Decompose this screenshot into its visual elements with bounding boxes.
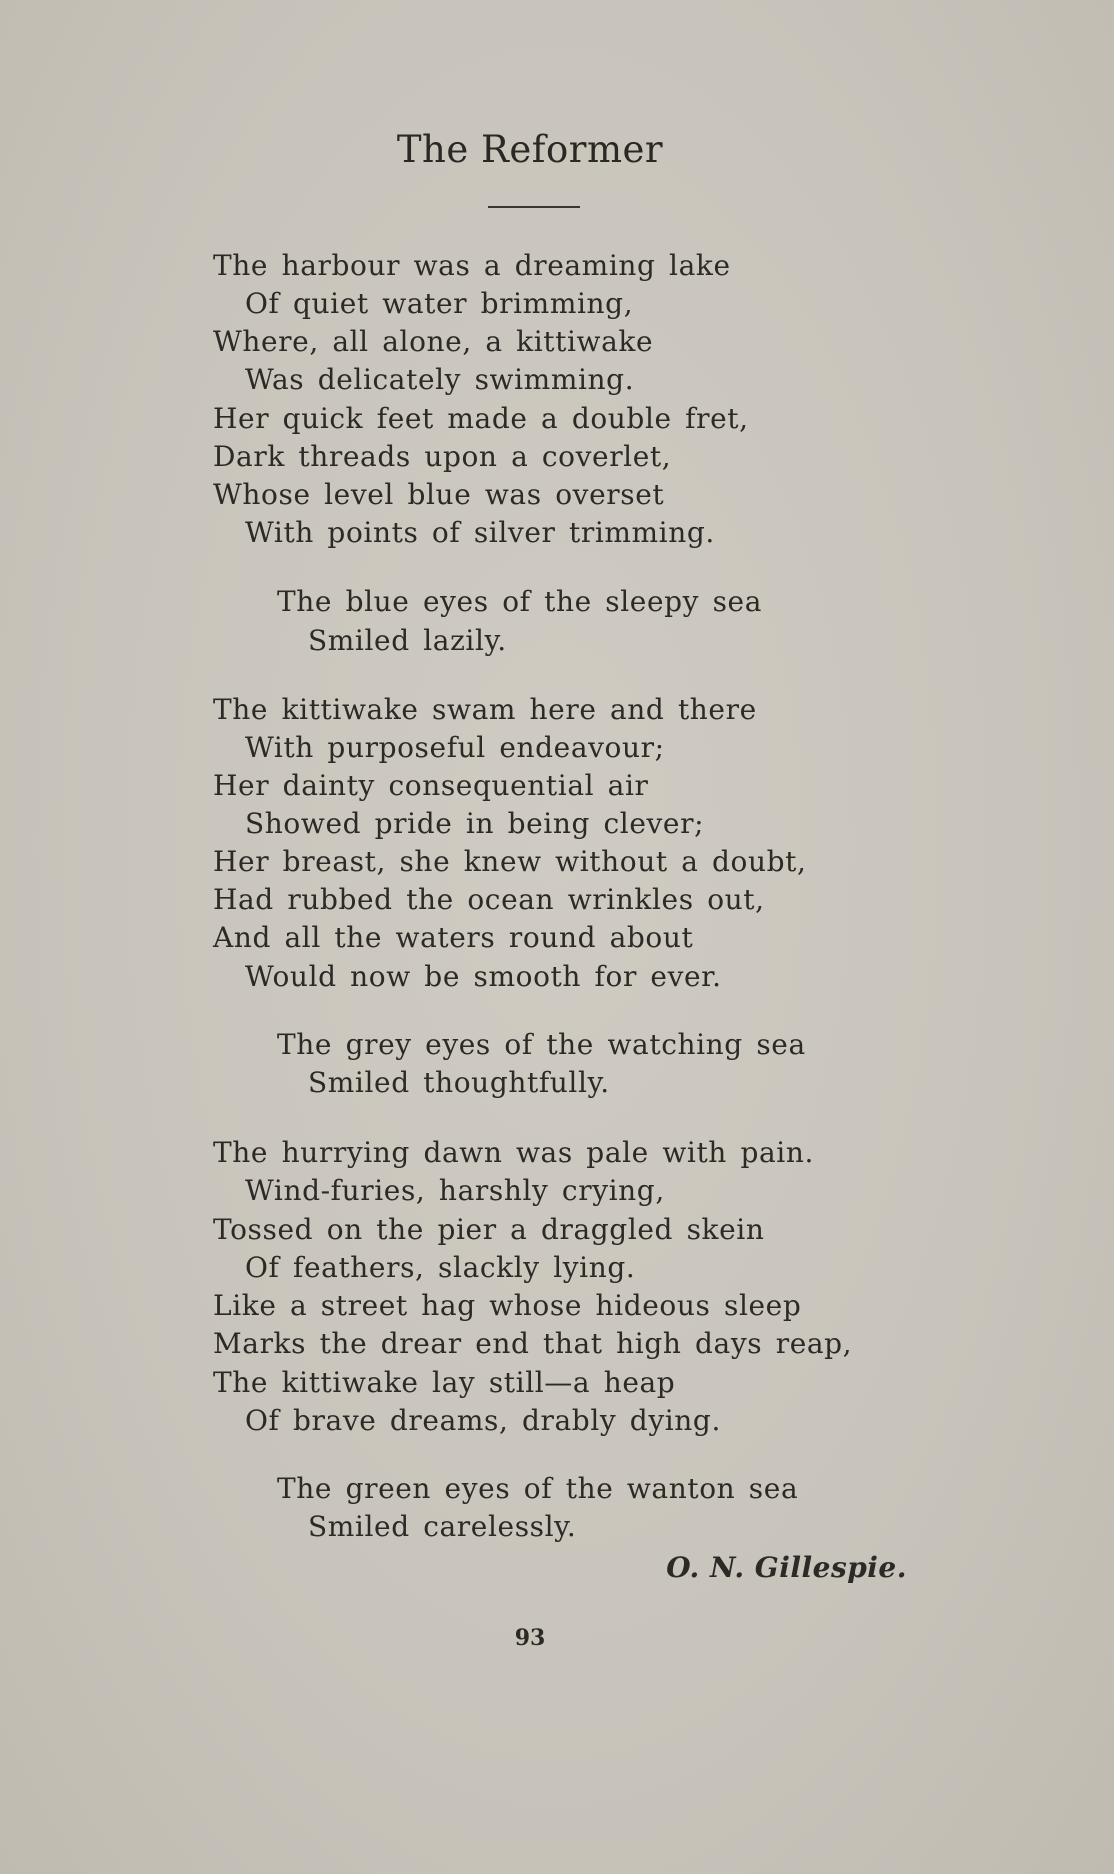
poem-line: Was delicately swimming. [245,363,635,396]
title-divider [488,206,580,208]
refrain-line: The green eyes of the wanton sea [277,1472,799,1505]
poem-line: The hurrying dawn was pale with pain. [213,1136,814,1169]
poem-line: Of feathers, slackly lying. [245,1251,636,1284]
poem-line: Tossed on the pier a draggled skein [213,1213,765,1246]
poem-line: With purposeful endeavour; [245,731,665,764]
poem-line: The kittiwake lay still—a heap [213,1366,676,1399]
refrain-line: Smiled lazily. [308,624,507,657]
poem-line: Showed pride in being clever; [245,807,705,840]
refrain-line: Smiled carelessly. [308,1510,577,1543]
poem-line: Wind-furies, harshly crying, [245,1174,665,1207]
poem-line: Her quick feet made a double fret, [213,402,749,435]
poem-line: And all the waters round about [213,921,694,954]
poem-line: Marks the drear end that high days reap, [213,1327,853,1360]
poem-line: Whose level blue was overset [213,478,665,511]
poem-line: With points of silver trimming. [245,516,715,549]
refrain-line: The grey eyes of the watching sea [277,1028,806,1061]
refrain-line: Smiled thoughtfully. [308,1066,610,1099]
author-signature: O. N. Gillespie. [666,1551,907,1584]
poem-line: Dark threads upon a coverlet, [213,440,672,473]
poem-line: Like a street hag whose hideous sleep [213,1289,802,1322]
poem-title: The Reformer [396,128,664,171]
poem-line: The harbour was a dreaming lake [213,249,731,282]
poem-line: Her breast, she knew without a doubt, [213,845,807,878]
poem-line: Of quiet water brimming, [245,287,634,320]
refrain-line: The blue eyes of the sleepy sea [277,585,763,618]
poem-line: Her dainty consequential air [213,769,649,802]
poem-line: Would now be smooth for ever. [245,960,722,993]
poem-line: Where, all alone, a kittiwake [213,325,654,358]
poem-line: The kittiwake swam here and there [213,693,757,726]
poem-line: Of brave dreams, drably dying. [245,1404,721,1437]
page-number: 93 [514,1625,546,1651]
poem-line: Had rubbed the ocean wrinkles out, [213,883,765,916]
